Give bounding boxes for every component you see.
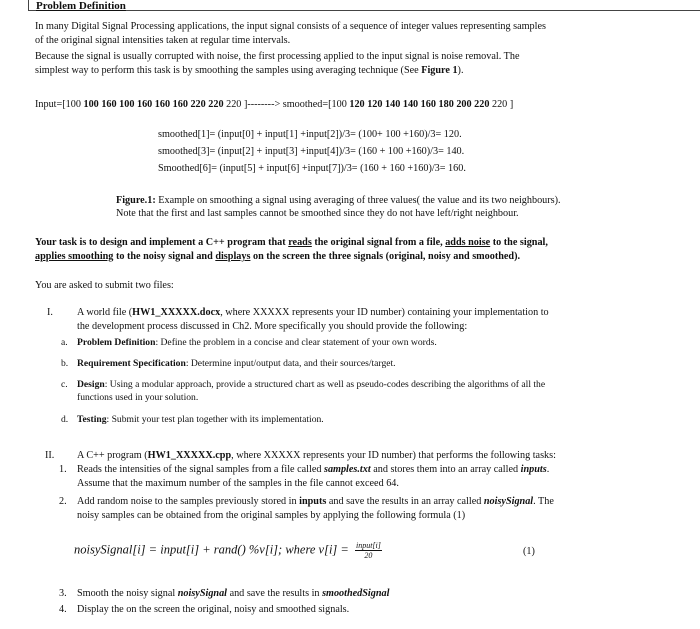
task-item — [77, 495, 554, 508]
text-span: Input=[100 — [35, 99, 84, 110]
text-span: and save the results in an array called — [326, 496, 484, 507]
figure-caption — [116, 194, 561, 207]
code-ref: samples.txt — [323, 464, 371, 475]
item-label: Testing — [77, 414, 107, 425]
text-span: A C++ program ( — [77, 450, 148, 461]
code-ref: noisySignal — [483, 496, 534, 507]
fraction-denominator: 20 — [364, 551, 373, 560]
text-span: Reads the intensities of the signal samples from a file called — [77, 464, 324, 475]
part-numeral: I. — [47, 307, 53, 318]
text-span: 220 ] — [489, 99, 514, 110]
part2-line — [77, 449, 556, 462]
text-span: ). — [457, 65, 464, 76]
calc-line: Smoothed[6]= (input[5] + input[6] +input[7])/3= (160 + 160 +160)/3= 160. — [158, 163, 466, 174]
task-statement — [35, 236, 548, 249]
noise-formula — [74, 541, 382, 560]
part-numeral: II. — [45, 450, 55, 461]
text-span: simplest way to perform this task is by smoothing the samples using averaging technique (See — [35, 65, 422, 76]
intro-line: Because the signal is usually corrupted with noise, the first processing applied to the input signal is noise removal. The — [35, 51, 520, 62]
text-span: to the signal, — [490, 237, 548, 248]
emph-adds-noise: adds noise — [445, 237, 491, 248]
cpp-filename: HW1_XXXXX.cpp — [147, 450, 232, 461]
text-span: , where XXXXX represents your ID number) containing your implementation to — [220, 307, 549, 318]
text-span: Add random noise to the samples previously stored in — [77, 496, 300, 507]
calc-line: smoothed[1]= (input[0] + input[1] +input[2])/3= (100+ 100 +160)/3= 120. — [158, 129, 462, 140]
part1-line: the development process discussed in Ch2. More specifically you should provide the following: — [77, 321, 468, 332]
emph-applies-smoothing: applies smoothing — [35, 251, 114, 262]
list-marker: c. — [61, 379, 68, 390]
smoothed-values: 120 120 140 140 160 180 200 220 — [349, 99, 490, 110]
formula-fraction — [355, 541, 382, 560]
docx-filename: HW1_XXXXX.docx — [132, 307, 221, 318]
figure-ref: Figure 1 — [421, 65, 458, 76]
list-item — [77, 413, 324, 426]
task-item — [77, 587, 389, 600]
emph-displays: displays — [215, 251, 251, 262]
list-number: 1. — [59, 464, 67, 475]
text-span: Example on smoothing a signal using averaging of three values( the value and its two neighbours). — [155, 195, 561, 206]
item-label: Requirement Specification — [77, 358, 186, 369]
intro-line: of the original signal intensities taken at regular time intervals. — [35, 35, 291, 46]
code-ref: smoothedSignal — [322, 588, 390, 599]
item-text: : Submit your test plan together with its implementation. — [106, 414, 324, 425]
list-number: 4. — [59, 604, 67, 615]
task-statement — [35, 250, 520, 263]
emph-reads: reads — [288, 237, 312, 248]
caption-label: Figure.1: — [116, 195, 156, 206]
item-label: Design — [77, 379, 105, 390]
text-span: 220 ]--------> smoothed=[100 — [223, 99, 350, 110]
formula-lhs: noisySignal[i] = input[i] + rand() %v[i]; where v[i] = — [74, 542, 352, 557]
intro-line — [35, 64, 464, 77]
fraction-numerator: input[i] — [355, 541, 381, 550]
text-span: , where XXXXX represents your ID number) that performs the following tasks: — [231, 450, 556, 461]
list-item — [77, 336, 437, 349]
item-text: : Determine input/output data, and their sources/target. — [185, 358, 396, 369]
text-span: and save the results in — [227, 588, 323, 599]
intro-line: In many Digital Signal Processing applications, the input signal consists of a sequence of integer values representing samples — [35, 21, 546, 32]
text-span: Your task is to design and implement a C++ program that — [35, 237, 289, 248]
task-item: noisy samples can be obtained from the original samples by applying the following formula (1) — [77, 510, 466, 521]
list-marker: a. — [61, 337, 68, 348]
section-title: Problem Definition — [36, 0, 126, 12]
task-item: Display the on the screen the original, noisy and smoothed signals. — [77, 604, 350, 615]
task-item — [77, 463, 549, 476]
item-text: : Define the problem in a concise and clear statement of your own words. — [155, 337, 437, 348]
text-span: and stores them into an array called — [370, 464, 521, 475]
submit-intro: You are asked to submit two files: — [35, 280, 174, 291]
figure-caption: Note that the first and last samples cannot be smoothed since they do not have left/right neighbour. — [116, 208, 519, 219]
part1-line — [77, 306, 549, 319]
input-values: 100 160 100 160 160 160 220 220 — [83, 99, 224, 110]
text-span: the original signal from a file, — [311, 237, 446, 248]
list-marker: d. — [61, 414, 69, 425]
text-span: . The — [533, 496, 554, 507]
example-line — [35, 98, 513, 111]
list-item — [77, 357, 396, 370]
text-span: to the noisy signal and — [113, 251, 216, 262]
text-span: A world file ( — [77, 307, 133, 318]
text-span: . — [546, 464, 550, 475]
code-ref: noisySignal — [177, 588, 228, 599]
list-item — [77, 378, 545, 391]
list-number: 3. — [59, 588, 67, 599]
header-box — [28, 0, 700, 11]
code-ref: inputs — [520, 464, 547, 475]
task-item: Assume that the maximum number of the samples in the file cannot exceed 64. — [77, 478, 399, 489]
code-ref: inputs — [299, 496, 327, 507]
list-item: functions used in your solution. — [77, 392, 199, 403]
item-label: Problem Definition — [77, 337, 156, 348]
equation-number: (1) — [523, 546, 535, 557]
item-text: : Using a modular approach, provide a structured chart as well as pseudo-codes describing the algorithms of all the — [104, 379, 546, 390]
calc-line: smoothed[3]= (input[2] + input[3] +input[4])/3= (160 + 100 +160)/3= 140. — [158, 146, 465, 157]
list-marker: b. — [61, 358, 69, 369]
text-span: on the screen the three signals (original, noisy and smoothed). — [250, 251, 521, 262]
text-span: Smooth the noisy signal — [77, 588, 178, 599]
list-number: 2. — [59, 496, 67, 507]
